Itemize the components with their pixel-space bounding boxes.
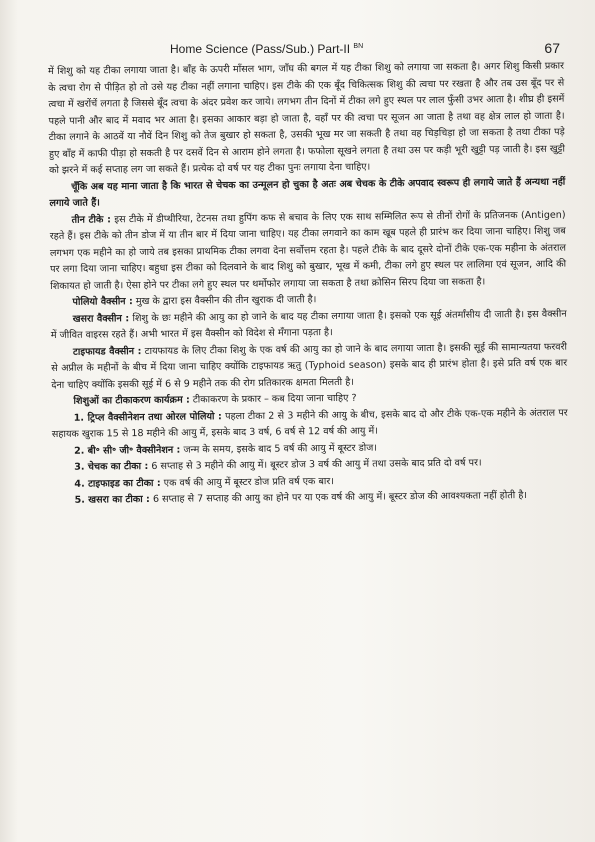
heading-polio-vaccine: पोलियो वैक्सीन : bbox=[72, 296, 133, 308]
body-text bbox=[48, 59, 569, 510]
paragraph-smallpox-procedure: में शिशु को यह टीका लगाया जाता है। बाँह के ऊपरी माँसल भाग, जाँघ की बगल में यह टीका शिशु को लगाया जा सकता है। अगर शिशु किसी प्रकार के त्वचा रोग से पीड़ित हो तो उसे यह टीका नहीं लगाना चाहिए। इस टीके की एक बूँद चिकित्सक शिशु की त्वचा पर रखता है और तब उस बूँद पर से त्वचा में खरोंचें लगता है जिससे बूँद त्वचा के अंदर प्रवेश कर जाये। लगभग तीन दिनों में टीका लगे हुए स्थल पर लाल फुँसी उभर आता है। शीघ्र ही इसमें पहले पानी और बाद में मवाद भर आता है। इसका आकार बड़ा हो जाता है, वहाँ पर की त्वचा पर सूजन आ जाता है तथा वह क्षेत्र लाल हो जाता है। टीका लगाने के आठवें या नौवें दिन शिशु को तेज बुखार हो सकता है, उसकी भूख मर जा सकती है तथा वह चिड़चिड़ा हो जा सकता है तथा टीका पड़े हुए बाँह में काफी पीड़ा हो सकती है पर दसवें दिन से आराम होने लगता है। फफोला सूखने लगता है तथा उस पर कड़ी भूरी खुट्टी पड़ जाती है। इस खुट्टी को झरने में कई सप्ताह लग जा सकते हैं। प्रत्येक दो वर्ष पर यह टीका पुनः लगाया देना चाहिए। bbox=[48, 60, 565, 176]
list-item: 2. बी॰ सी॰ जी॰ वैक्सीनेशन : जन्म के समय, इसके बाद 5 वर्ष की आयु में बूस्टर डोज। bbox=[73, 442, 378, 457]
heading-typhoid-vaccine: टाइफायड वैक्सीन : bbox=[72, 345, 142, 358]
running-header bbox=[170, 40, 560, 60]
paragraph-schedule-heading: शिशुओं का टीकाकरण कार्यक्रम : टीकाकरण के प्रकार – कब दिया जाना चाहिए ? bbox=[73, 392, 357, 407]
page-number: 67 bbox=[544, 40, 560, 56]
paragraph-polio-vaccine: पोलियो वैक्सीन : मुख के द्वारा इस वैक्सीन की तीन खुराक दी जाती है। bbox=[72, 294, 317, 308]
paragraph-typhoid-vaccine: टाइफायड वैक्सीन : टायफायड के लिए टीका शिशु के एक वर्ष की आयु का हो जाने के बाद लगाया जाता है। इसकी सूई की सामान्यतया फरवरी से अप्रील के महीनों के बीच में दिया जाना चाहिए क्योंकि टाइफायड ऋतु (Typhoid season) इसके बाद ही प्रारंभ होता है। इसे प्रति वर्ष एक बार देना चाहिए क्योंकि इसकी सूई में 6 से 9 महीने तक की रोग प्रतिकारक क्षमता मिलती है। bbox=[51, 341, 568, 391]
heading-measles-vaccine: खसरा वैक्सीन : bbox=[72, 312, 130, 325]
header-code: BN bbox=[353, 43, 364, 50]
header-title: Home Science (Pass/Sub.) Part-II $^{BN}$ bbox=[170, 42, 364, 56]
paragraph-measles-vaccine: खसरा वैक्सीन : शिशु के छः महीने की आयु का हो जाने के बाद यह टीका लगाया जाता है। इसको एक सूई अंतर्मांसीय दी जाती है। इस वैक्सीन में जीवित वाइरस रहते हैं। अभी भारत में इस वैक्सीन को विदेश से मँगाना पड़ता है। bbox=[50, 308, 567, 341]
paragraph-smallpox-note: चूँकि अब यह माना जाता है कि भारत से चेचक का उन्मूलन हो चुका है अतः अब चेचक के टीके अपवाद स्वरूप ही लगाये जाते हैं अन्यथा नहीं लगाये जाते हैं। bbox=[49, 176, 566, 209]
heading-triple-vaccine: तीन टीके : bbox=[71, 213, 111, 226]
heading-immunization-schedule: शिशुओं का टीकाकरण कार्यक्रम : bbox=[73, 394, 190, 407]
paragraph-triple-vaccine: तीन टीके : इस टीके में डीप्थीरिया, टेटनस तथा हुपिंग कफ से बचाव के लिए एक साथ सम्मिलित रूप से तीनों रोगों के प्रतिजनक (Antigen) रहते हैं। इस टीके को तीन डोज में या तीन बार में दिया जाना चाहिए। यह टीका लगवाने का काम खूब पहले ही प्रारंभ कर दिया जाना चाहिए। शिशु जब लगभग एक महीने का हो जाये तब इसका प्राथमिक टीका लगवा देना सर्वोत्तम रहता है। पहले टीके के बाद दूसरे दोनों टीके एक-एक महीना के अंतराल पर लगा दिया जाना चाहिए। बहुधा इस टीका को दिलवाने के बाद शिशु को बुखार, भूख में कमी, टीका लगे हुए स्थल पर लालिमा एवं सूजन, आदि की शिकायत हो जाती है। ऐसा होने पर टीका लगे हुए स्थल पर थर्मोफोर लगाया जा सकता है तथा क्रोसिन सिरप दिया जा सकता है। bbox=[49, 209, 567, 292]
list-item: 4. टाइफाइड का टीका : एक वर्ष की आयु में बूस्टर डोज प्रति वर्ष एक बार। bbox=[74, 475, 335, 490]
list-item: 5. खसरा का टीका : 6 सप्ताह से 7 सप्ताह की आयु का होने पर या एक वर्ष की आयु में। बूस्टर डोज की आवश्यकता नहीं होती है। bbox=[74, 490, 528, 506]
list-item: 1. ट्रिप्ल वैक्सीनेशन तथा ओरल पोलियो : पहला टीका 2 से 3 महीने की आयु के बीच, इसके बाद दो और टीके एक-एक महीने के अंतराल पर सहायक खुराक 15 से 18 महीने की आयु में, इसके बाद 3 वर्ष, 6 वर्ष से 12 वर्ष की आयु में। bbox=[51, 407, 568, 440]
list-item: 3. चेचक का टीका : 6 सप्ताह से 3 महीने की आयु में। बूस्टर डोज 3 वर्ष की आयु में तथा उसके बाद प्रति दो वर्ष पर। bbox=[74, 457, 482, 473]
